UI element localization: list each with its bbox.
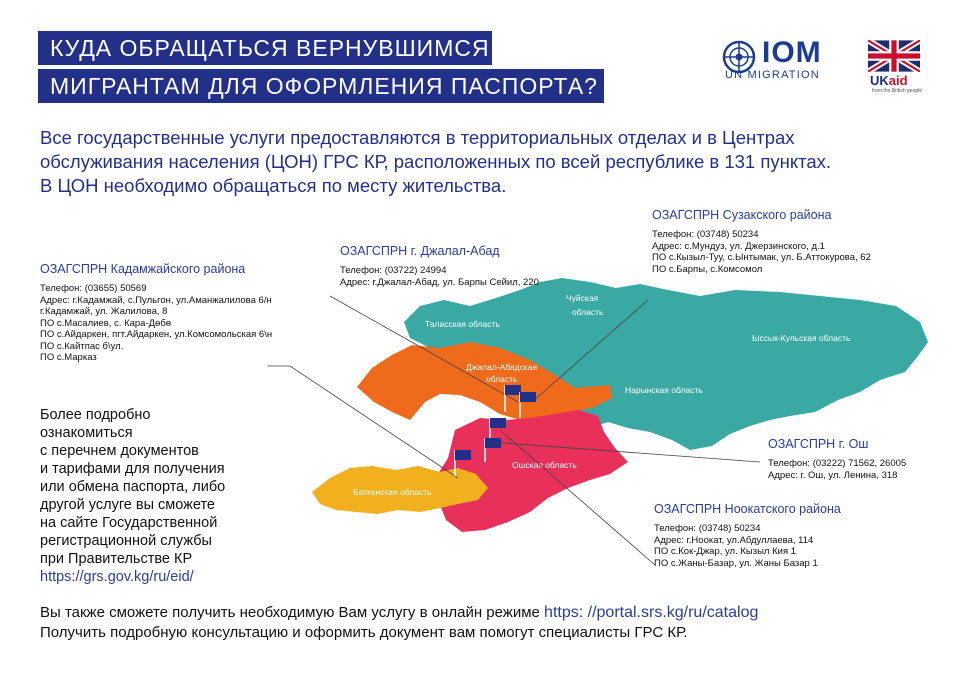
more-info-line: другой услуге вы сможете: [40, 497, 215, 513]
title-line-2: МИГРАНТАМ ДЛЯ ОФОРМЛЕНИЯ ПАСПОРТА?: [38, 69, 604, 103]
office-suzak: [652, 208, 871, 275]
intro-line: Все государственные услуги предоставляются в территориальных отделах и в Центрах: [40, 127, 795, 148]
intro-line: В ЦОН необходимо обращаться по месту жительства.: [40, 175, 507, 196]
office-line: Телефон: (03655) 50569: [40, 283, 147, 294]
office-jalalabad: [340, 244, 539, 288]
ukaid-wordmark: UKaid: [870, 73, 908, 88]
intro-line: обслуживания населения (ЦОН) ГРС КР, расположенных по всей республике в 131 пунктах.: [40, 151, 832, 172]
office-line: ПО с.Барпы, с.Комсомол: [652, 263, 763, 275]
office-line: Телефон: (03748) 50234: [654, 523, 761, 534]
more-info-line: при Правительстве КР: [40, 551, 193, 567]
region-label-chuy: Чуйская: [566, 293, 599, 303]
footer-line-2: Получить подробную консультацию и оформить документ вам помогут специалисты ГРС КР.: [40, 624, 688, 641]
office-title: ОЗАГСПРН г. Джалал-Абад: [340, 244, 500, 258]
office-nookat: [654, 502, 841, 569]
region-label-talas: Таласская область: [425, 319, 500, 329]
office-title: ОЗАГСПРН Сузакского района: [652, 208, 832, 222]
footer-online-text: Вы также сможете получить необходимую Вам услугу в онлайн режиме: [40, 604, 540, 621]
iom-subtitle: UN MIGRATION: [725, 69, 820, 81]
office-line: ПО с.Кайтпас б\ул.: [40, 340, 124, 352]
portal-link[interactable]: https: //portal.srs.kg/ru/catalog: [544, 604, 759, 621]
office-line: Адрес: г.Ноокат, ул.Абдуллаева, 114: [654, 534, 814, 546]
office-line: Телефон: (03748) 50234: [652, 229, 759, 240]
office-line: Адрес: с.Мундуз, ул. Джерзинского, д.1: [652, 240, 825, 252]
footer: [40, 603, 758, 643]
region-label-naryn: Нарынская область: [625, 385, 703, 395]
iom-wordmark: IOM: [762, 36, 822, 69]
more-info-line: и тарифами для получения: [40, 461, 225, 477]
more-info-line: или обмена паспорта, либо: [40, 479, 226, 495]
region-label-chuy-2: область: [572, 307, 604, 317]
more-info-line: с перечнем документов: [40, 443, 199, 459]
office-title: ОЗАГСПРН Ноокатского района: [654, 502, 841, 516]
office-kadamjay: [40, 262, 272, 364]
office-line: ПО с.Жаны-Базар, ул. Жаны Базар 1: [654, 557, 818, 569]
ukaid-tagline: from the British people: [872, 88, 923, 94]
region-label-jalalabad: Джалал-Абадская: [466, 362, 538, 372]
office-line: ПО с.Кок-Джар, ул. Кызыл Кия 1: [654, 546, 797, 557]
office-title: ОЗАГСПРН г. Ош: [768, 437, 869, 451]
more-info-line: ознакомиться: [40, 425, 133, 441]
more-info-line: на сайте Государственной: [40, 515, 218, 531]
more-info-line: регистрационной службы: [40, 533, 212, 549]
footer-line-1: [40, 603, 758, 623]
office-line: Адрес: г.Кадамжай, с.Пульгон, ул.Аманжалилова 6/н: [40, 294, 272, 306]
office-title: ОЗАГСПРН Кадамжайского района: [40, 262, 246, 276]
office-line: Адрес: г. Ош, ул. Ленина, 318: [768, 469, 898, 481]
grs-website-link[interactable]: https://grs.gov.kg/ru/eid/: [40, 569, 194, 585]
office-line: Телефон: (03722) 24994: [340, 265, 447, 276]
region-label-jalalabad-2: область: [486, 374, 518, 384]
region-label-batken: Баткенская область: [353, 487, 432, 497]
region-label-osh: Ошская область: [512, 460, 577, 470]
office-line: ПО с.Масалиев, с. Кара-Дөбө: [40, 317, 172, 329]
office-line: ПО с.Марказ: [40, 352, 97, 363]
region-label-issykkul: Ысcык-Кульская область: [752, 333, 851, 343]
office-line: г.Кадамжай, ул. Жалилова, 8: [40, 306, 168, 317]
office-line: Адрес: г.Джалал-Абад, ул. Барпы Сейил, 220: [340, 276, 539, 288]
title-line-1: КУДА ОБРАЩАТЬСЯ ВЕРНУВШИМСЯ: [38, 31, 492, 65]
office-line: ПО с.Айдаркен, пгт.Айдаркен, ул.Комсомольская 6\н: [40, 329, 273, 340]
office-line: Телефон: (03222) 71562, 26005: [768, 458, 907, 469]
office-line: ПО с.Кызыл-Туу, с.Ынтымак, ул. Б.Аттокурова, 62: [652, 252, 871, 263]
office-osh: [768, 437, 906, 481]
more-info-block: [40, 406, 270, 586]
more-info-line: Более подробно: [40, 407, 151, 423]
